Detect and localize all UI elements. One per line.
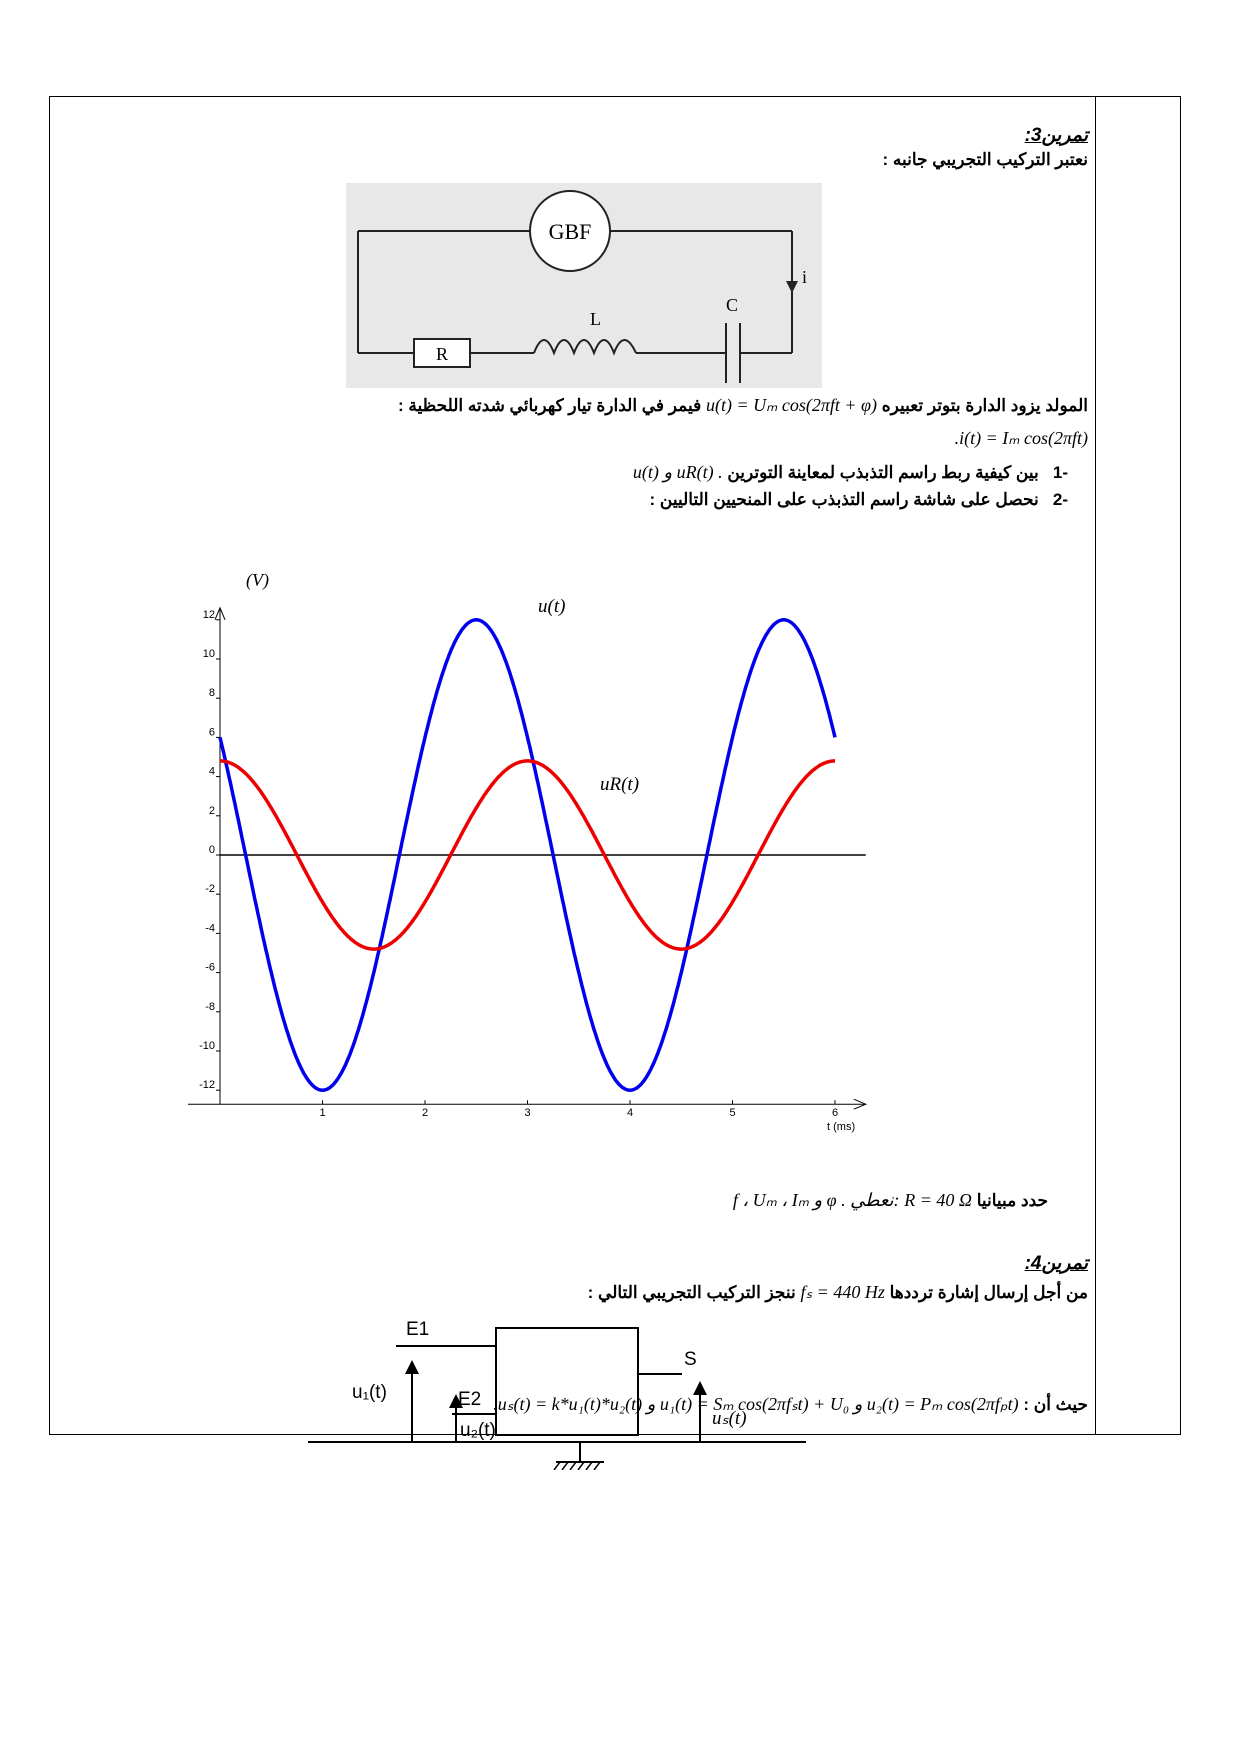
series-u-label: u(t) [538,596,566,617]
question-1-number: -1 [1052,463,1068,482]
intro-part1: من أجل إرسال إشارة ترددها [889,1283,1088,1302]
ground-icon [554,1462,600,1470]
question-1-text: بين كيفية ربط راسم التذبذب لمعاينة التوترين [727,463,1039,482]
output-s-label: S [684,1349,697,1370]
y-tick-label: -10 [199,1040,215,1052]
signal-frequency: fₛ = 440 Hz [800,1282,885,1302]
u1-arrow-icon [405,1360,419,1374]
multiplier-diagram [308,1310,868,1470]
x-tick-label: 5 [729,1107,736,1120]
where-label: حيث أن : [1023,1395,1088,1414]
x-tick-label: 6 [831,1107,839,1120]
oscilloscope-chart [180,560,940,1150]
question-1 [633,462,1068,483]
series-ur-label: uR(t) [600,774,640,795]
given-resistance: R = 40 Ω [904,1190,972,1210]
us-label: uₛ(t) [712,1408,747,1429]
y-tick-label: 12 [202,608,215,621]
y-tick-label: 2 [208,804,215,817]
current-label: i [802,267,808,287]
input-e1-label: E1 [406,1319,430,1340]
x-tick-label: 2 [421,1107,429,1120]
question-2-text: نحصل على شاشة راسم التذبذب على المنحيين التاليين : [649,490,1039,509]
exercise3-intro: نعتبر التركيب التجريبي جانبه : [882,150,1088,169]
question-text: حدد مبيانيا [976,1191,1048,1210]
inductor-label: L [590,309,601,329]
question-vars: f ، Uₘ ، Iₘ و φ . نعطي: [732,1190,900,1210]
statement-part1: المولد يزود الدارة بتوتر تعبيره [881,396,1088,415]
capacitor-label: C [726,295,739,315]
margin-separator [1095,96,1096,1435]
y-tick-label: -12 [199,1079,215,1092]
formula: .uₛ(t) = k*u₁(t)*u₂(t) و u₁(t) = Sₘ cos(2πfₛt) + U₀ و u₂(t) = Pₘ cos(2πfₚt) [493,1394,1019,1414]
y-tick-label: -6 [205,961,215,974]
exercise3-title: تمرين3: [1024,125,1088,146]
x-tick-label: 4 [626,1107,634,1120]
question-2-number: -2 [1052,490,1068,509]
statement-part2: فيمر في الدارة تيار كهربائي شدته اللحظية : [398,396,702,415]
exercise4-title: تمرين4: [1024,1253,1088,1274]
exercise3-question [733,1190,1048,1211]
x-tick-label: 3 [524,1107,531,1120]
current-expression: .i(t) = Iₘ cos(2πft) [954,428,1088,448]
y-tick-label: -4 [205,922,215,935]
y-tick-label: 8 [208,687,215,700]
y-axis-label: (V) [246,570,269,590]
u1-label: u₁(t) [352,1382,387,1403]
y-tick-label: 6 [208,726,215,739]
y-tick-label: 0 [208,844,215,856]
current-expression-line [955,428,1088,449]
y-tick-label: 4 [208,765,215,778]
u2-label: u₂(t) [460,1420,496,1441]
question-1-vars: u(t) و uR(t) . [632,462,723,482]
exercise4-intro [588,1282,1088,1303]
generator-label: GBF [548,219,592,244]
y-tick-label: -8 [205,1000,215,1013]
exercise4-formula-line [493,1394,1088,1415]
question-2 [650,490,1068,510]
y-tick-label: -2 [205,883,215,896]
input-e2-label: E2 [458,1389,482,1410]
rlc-circuit-diagram [346,183,822,388]
exercise3-statement [398,395,1088,416]
intro-part2: ننجز التركيب التجريبي التالي : [587,1283,796,1302]
y-tick-label: 10 [202,648,215,660]
voltage-expression: u(t) = Uₘ cos(2πft + φ) [705,395,877,415]
us-arrow-icon [693,1381,707,1395]
x-tick-label: 1 [319,1107,326,1120]
x-axis-label: t (ms) [827,1121,856,1134]
resistor-label: R [435,344,449,364]
